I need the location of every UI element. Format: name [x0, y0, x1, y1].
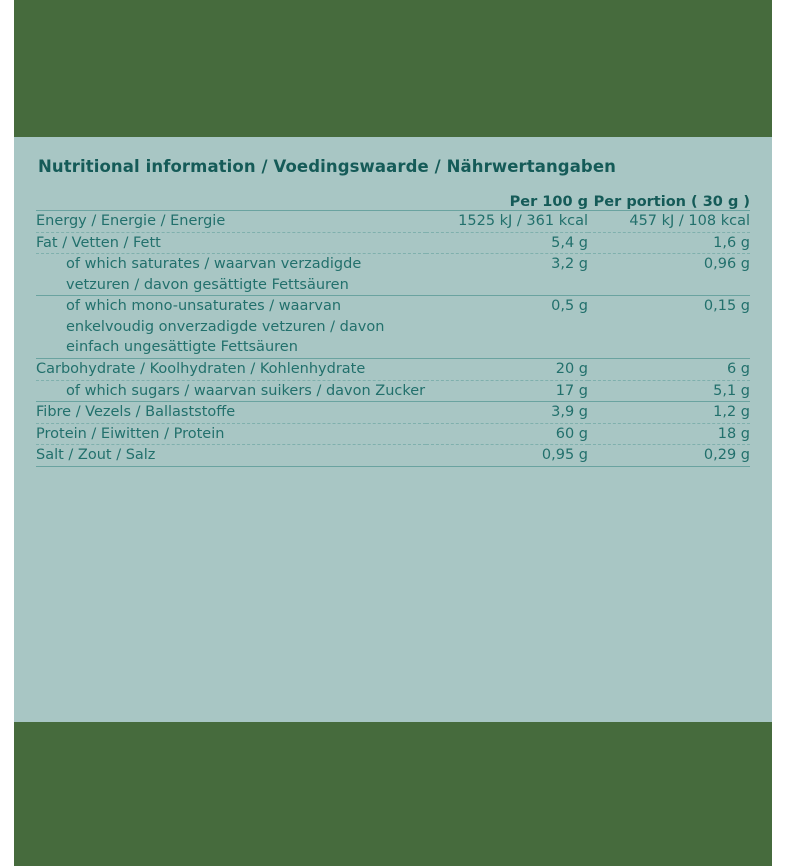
table-row	[36, 296, 750, 359]
row-label: of which mono-unsaturates / waarvan enkelvoudig onverzadigde vetzuren / davon einfach ungesättigte Fettsäuren	[36, 296, 426, 359]
table-row	[36, 423, 750, 445]
header-per-portion: Per portion ( 30 g )	[593, 194, 750, 210]
table-row	[36, 445, 750, 466]
row-per-100g: 5,4 g	[426, 232, 588, 254]
nutrition-table	[36, 194, 750, 466]
row-per-100g: 3,9 g	[426, 402, 588, 424]
nutrition-panel	[14, 137, 772, 722]
row-per-portion: 5,1 g	[588, 380, 750, 402]
row-per-portion: 0,96 g	[588, 254, 750, 296]
row-label: Salt / Zout / Salz	[36, 445, 426, 466]
page-title: Nutritional information / Voedingswaarde / Nährwertangaben	[38, 157, 616, 176]
row-per-portion: 457 kJ / 108 kcal	[588, 211, 750, 233]
row-per-100g: 20 g	[426, 359, 588, 381]
row-per-portion: 0,29 g	[588, 445, 750, 466]
table-row	[36, 402, 750, 424]
row-per-100g: 1525 kJ / 361 kcal	[426, 211, 588, 233]
row-per-portion: 18 g	[588, 423, 750, 445]
table-row	[36, 211, 750, 233]
table-row	[36, 232, 750, 254]
row-label: Carbohydrate / Koolhydraten / Kohlenhydrate	[36, 359, 426, 381]
row-per-100g: 60 g	[426, 423, 588, 445]
nutrition-panel-inner	[36, 157, 750, 467]
row-per-100g: 0,95 g	[426, 445, 588, 466]
header-label-cell	[36, 194, 426, 211]
row-per-portion: 0,15 g	[588, 296, 750, 359]
row-per-100g: 0,5 g	[426, 296, 588, 359]
table-row	[36, 359, 750, 381]
row-label: Protein / Eiwitten / Protein	[36, 423, 426, 445]
header-per-100g: Per 100 g	[509, 194, 588, 210]
row-label: of which saturates / waarvan verzadigde vetzuren / davon gesättigte Fettsäuren	[36, 254, 426, 296]
row-label: of which sugars / waarvan suikers / davon Zucker	[36, 380, 426, 402]
row-label: Energy / Energie / Energie	[36, 211, 426, 233]
table-row	[36, 254, 750, 296]
row-per-portion: 1,6 g	[588, 232, 750, 254]
row-per-100g: 17 g	[426, 380, 588, 402]
row-label: Fibre / Vezels / Ballaststoffe	[36, 402, 426, 424]
row-per-portion: 6 g	[588, 359, 750, 381]
row-label: Fat / Vetten / Fett	[36, 232, 426, 254]
table-header-row	[36, 194, 750, 211]
table-bottom-divider	[36, 466, 750, 467]
row-per-portion: 1,2 g	[588, 402, 750, 424]
table-row	[36, 380, 750, 402]
row-per-100g: 3,2 g	[426, 254, 588, 296]
